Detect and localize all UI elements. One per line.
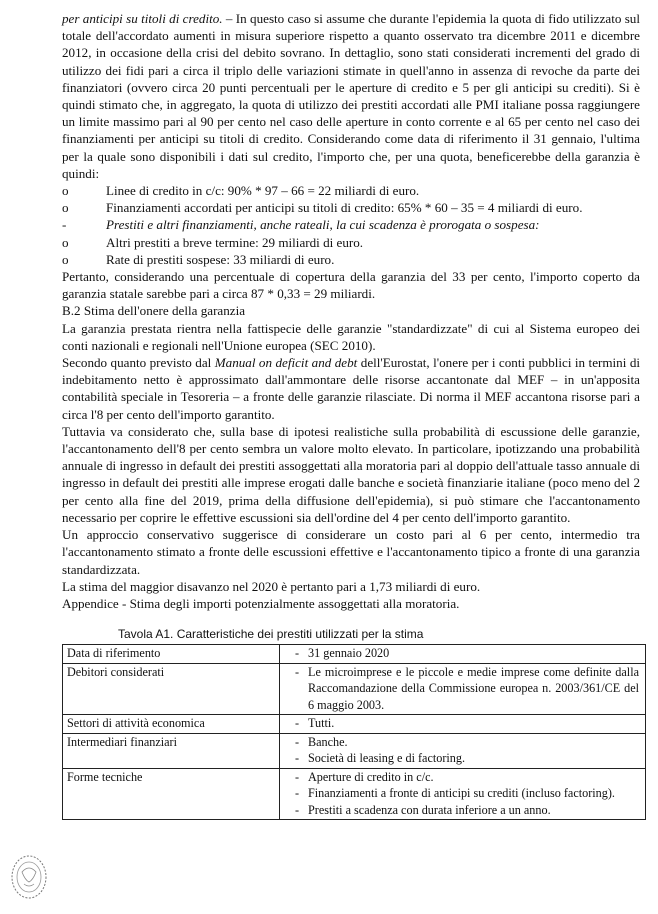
row-value <box>280 768 646 820</box>
list-marker: o <box>62 234 69 250</box>
list-marker: o <box>62 183 69 199</box>
paragraph-text: In questo caso si assume che durante l'epidemia la quota di fido utilizzato sul totale dell'accordato aumenti in misura superiore rispetto a quanto osservato tra dicembre 2011 e dicembre 2012, in occasione della crisi del debito sovrano. In dettaglio, sono stati considerati incrementi del grado di utilizzo dei fidi pari a circa il triplo delle variazioni stimate in quell'anno in assenza di revoche da parte dei finanziatori (ovvero circa 20 punti percentuali per le aperture di credito e 5 per gli anticipi su crediti). Si è quindi stimato che, in aggregato, la quota di utilizzo dei prestiti accordati alle PMI italiane possa raggiungere un limite massimo pari al 90 per cento nel caso delle aperture in conto corrente e al 65 per cento nel caso dei finanziamenti per anticipi su titoli di credito. Considerando come data di riferimento il 31 gennaio, l'ultima per la quale sono disponibili i dati sul credito, l'importo che, per una quota, beneficerebbe della garanzia è quindi: <box>62 11 640 181</box>
paragraph-stima: La stima del maggior disavanzo nel 2020 è pertanto pari a 1,73 miliardi di euro. <box>62 578 481 594</box>
row-value <box>280 645 646 664</box>
cell-item: - Società di leasing e di factoring. <box>286 750 639 767</box>
section-heading: B.2 Stima dell'onere della garanzia <box>62 303 246 319</box>
list-text: Altri prestiti a breve termine: 29 miliardi di euro. <box>106 234 364 250</box>
paragraph-approccio: Un approccio conservativo suggerisce di considerare un costo pari al 6 per cento, intermedio tra l'accantonamento stimato a fronte delle escussioni effettive e l'accantonamento tipico a fronte di una garanzia standardizzata. <box>62 527 640 577</box>
characteristics-table <box>62 644 646 820</box>
cell-item: - Finanziamenti a fronte di anticipi su crediti (incluso factoring). <box>286 785 639 802</box>
table-row <box>63 733 646 768</box>
cell-item: - Banche. <box>286 734 639 751</box>
manual-title: Manual on deficit and debt <box>214 355 358 371</box>
list-item <box>62 182 640 199</box>
paragraph-sec2010: La garanzia prestata rientra nella fattispecie delle garanzie "standardizzate" di cui al Sistema europeo dei conti nazionali e regionali nell'Unione europea (SEC 2010). <box>62 320 640 353</box>
list-item <box>62 234 640 251</box>
list-item <box>62 216 640 233</box>
list-text: Rate di prestiti sospese: 33 miliardi di euro. <box>106 251 335 267</box>
row-value <box>280 733 646 768</box>
cell-item: - Le microimprese e le piccole e medie imprese come definite dalla Raccomandazione della Commissione europea n. 2003/361/CE del 6 maggio 2003. <box>294 664 639 712</box>
paragraph-copertura: Pertanto, considerando una percentuale di copertura della garanzia del 33 per cento, l'importo coperto da garanzia statale sarebbe pari a circa 87 * 0,33 = 29 miliardi. <box>62 269 640 302</box>
row-label: Settori di attività economica <box>63 715 280 734</box>
paragraph-anticipi <box>62 10 640 182</box>
cell-item-text: Tutti. <box>308 716 335 730</box>
cell-item: - Aperture di credito in c/c. <box>286 769 639 786</box>
list-marker: o <box>62 251 69 267</box>
cell-item-text: Finanziamenti a fronte di anticipi su crediti (incluso factoring). <box>308 786 615 800</box>
table-row <box>63 715 646 734</box>
list-text: Prestiti e altri finanziamenti, anche rateali, la cui scadenza è prorogata o sospesa: <box>106 217 540 233</box>
table-row <box>63 768 646 820</box>
paragraph-probabilita: Tuttavia va considerato che, sulla base di ipotesi realistiche sulla probabilità di escussione delle garanzie, l'accantonamento dell'8 per cento sembra un valore molto elevato. In particolare, ipotizzando una probabilità annuale di ingresso in default dei prestiti assoggettati alla moratoria pari al doppio dell'attuale tasso annuale di ingresso in default dei prestiti alle imprese erogati dalle banche e società finanziarie italiane (poco meno del 2 per cento alla fine del 2019, prima della diffusione dell'epidemia), si può stimare che l'accantonamento necessario per coprire le effettive escussioni sia dell'ordine del 4 per cento dell'importo garantito. <box>62 423 640 525</box>
cell-item: - 31 gennaio 2020 <box>286 645 639 662</box>
list-marker: - <box>62 217 67 233</box>
official-seal-icon <box>8 852 50 902</box>
row-label: Data di riferimento <box>63 645 280 664</box>
table-row <box>63 645 646 664</box>
row-value <box>280 715 646 734</box>
row-label: Intermediari finanziari <box>63 733 280 768</box>
appendix-heading: Appendice - Stima degli importi potenzialmente assoggettati alla moratoria. <box>62 595 460 611</box>
list-text: Finanziamenti accordati per anticipi su titoli di credito: 65% * 60 – 35 = 4 miliardi di euro. <box>106 200 583 216</box>
cell-item-text: Aperture di credito in c/c. <box>308 769 434 784</box>
paragraph-eurostat <box>62 354 640 423</box>
table-title: Tavola A1. Caratteristiche dei prestiti utilizzati per la stima <box>118 627 424 641</box>
list-text: Linee di credito in c/c: 90% * 97 – 66 = 22 miliardi di euro. <box>106 183 420 199</box>
cell-item-text: Le microimprese e le piccole e medie imprese come definite dalla Raccomandazione della Commissione europea n. 2003/361/CE del 6 maggio 2003. <box>308 664 639 712</box>
paragraph-text-b: dell'Eurostat, l'onere per i conti pubblici in termini di indebitamento netto è approssimato dall'ammontare delle risorse accantonate dal MEF – in un'apposita contabilità speciale in Tesoreria – a fronte delle garanzie rilasciate. Di norma il MEF accantona risorse pari a circa l'8 per cento dell'importo garantito. <box>62 355 641 422</box>
paragraph-text-a: Secondo quanto previsto dal <box>62 355 212 371</box>
row-label: Debitori considerati <box>63 663 280 715</box>
cell-item: - Prestiti a scadenza con durata inferiore a un anno. <box>286 802 639 819</box>
list-item <box>62 199 640 216</box>
cell-item-text: Banche. <box>308 734 348 749</box>
document-body <box>62 10 640 612</box>
row-label: Forme tecniche <box>63 768 280 820</box>
row-value <box>280 663 646 715</box>
list-item <box>62 251 640 268</box>
table-row <box>63 663 646 715</box>
cell-item-text: Società di leasing e di factoring. <box>308 751 466 765</box>
paragraph-lead: per anticipi su titoli di credito. – <box>62 11 233 26</box>
list-marker: o <box>62 200 69 216</box>
cell-item: - Tutti. <box>286 715 639 732</box>
estimate-list <box>62 182 640 268</box>
cell-item-text: Prestiti a scadenza con durata inferiore a un anno. <box>308 802 551 817</box>
cell-item-text: 31 gennaio 2020 <box>308 646 390 660</box>
